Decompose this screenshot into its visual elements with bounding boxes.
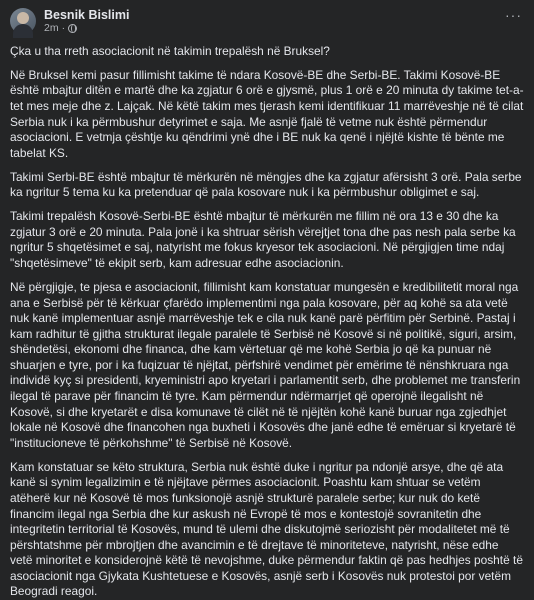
post-body bbox=[10, 44, 524, 600]
post-timestamp[interactable]: 2m bbox=[44, 21, 59, 34]
post-meta bbox=[44, 8, 129, 35]
more-options-button[interactable]: ··· bbox=[505, 7, 522, 23]
post-paragraph: Në përgjigje, te pjesa e asociacionit, fillimisht kam konstatuar mungesën e kredibilitetit moral nga ana e Serbisë për të kërkuar çfarëdo implementimi nga pala kosovare, për aq kohë sa ata vetë nuk kanë implementuar asnjë marrëveshje tek e cila nuk kanë parë përfitim për Serbinë. Pastaj i kam radhitur të gjitha strukturat ilegale paralele të Serbisë në Kosovë si në politikë, siguri, arsim, shëndetësi, ekonomi dhe financa, dhe kam vërtetuar që me kohë Serbia jo që ka punuar në shuarjen e tyre, por i ka fuqizuar të njëjtat, përfshirë vendimet për emërime të nënshkruara nga individë kyç si presidenti, kryeministri apo kryetari i parlamentit serb, dhe problemet me transferin ilegal të parave për financim të tyre. Kam përmendur ndërmarrjet që operojnë ilegalisht në Kosovë, si dhe kryetarët e disa komunave të cilët në të njëjtën kohë kanë buruar nga zgjedhjet lokale në Kosovë dhe financohen nga buxheti i Kosovës dhe janë edhe të emëruar si kryetarë të "institucioneve të përkohshme" të Serbisë në Kosovë. bbox=[10, 279, 521, 450]
post-header bbox=[10, 6, 524, 36]
post-subline bbox=[44, 22, 129, 35]
post-paragraph: Në Bruksel kemi pasur fillimisht takime të ndara Kosovë-BE dhe Serbi-BE. Takimi Kosovë-BE është mbajtur ditën e martë dhe ka zgjatur 6 orë e gjysmë, plus 1 orë e 20 minuta dy takime tet-a-tet mes meje dhe z. Lajçak. Në këtë takim mes tjerash kemi identifikuar 11 marrëveshje në të cilat Serbia nuk i ka përmbushur detyrimet e saja. Me asnjë fjalë të vetme nuk është përmendur asociacioni. E vetmja çështje ku qëndrimi ynë dhe i BE nuk ka qenë i njëjtë kishte të bënte me tabelat KS. bbox=[10, 67, 524, 160]
post-paragraph: Çka u tha rreth asociacionit në takimin trepalësh në Bruksel? bbox=[10, 44, 330, 58]
post-paragraph: Takimi trepalësh Kosovë-Serbi-BE është mbajtur të mërkurën me fillim në ora 13 e 30 dhe ka zgjatur 3 orë e 20 minuta. Pala jonë i ka shtruar sërish vërejtjet tona dhe pas nesh pala serbe ka ngritur 5 shqetësimet e saj, natyrisht me fokus kryesor tek asociacioni. Në përgjigjen time ndaj "shqetësimeve" të ekipit serb, kam adresuar edhe asociacionin. bbox=[10, 209, 516, 271]
post-paragraph: Kam konstatuar se këto struktura, Serbia nuk është duke i ngritur pa ndonjë arsye, dhe që ata kanë si synim legalizimin e të njëjtave përmes asociacionit. Poashtu kam shtuar se vetëm atëherë kur në Kosovë të mos funksionojë asnjë strukturë paralele serbe; kur nuk do ketë financim ilegal nga Serbia dhe kur askush në Evropë të mos e kontestojë sovranitetin dhe integritetin territorial të Kosovës, mund të ulemi dhe diskutojmë seriozisht për modalitetet më të përshtatshme për mbrojtjen dhe avancimin e të drejtave të minoriteteve, natyrisht, nëse edhe vetë minoritet e konsiderojnë këtë të nevojshme, duke përmendur faktin që pas hedhjes poshtë të asociacionit nga Gjykata Kushtetuese e Kosovës, asnjë serb i Kosovës nuk protestoi por vetëm Beogradi reagoi. bbox=[10, 459, 523, 599]
globe-icon bbox=[68, 24, 77, 33]
author-name[interactable]: Besnik Bislimi bbox=[44, 7, 130, 22]
avatar[interactable] bbox=[10, 8, 36, 34]
post-paragraph: Takimi Serbi-BE është mbajtur të mërkurën në mëngjes dhe ka zgjatur afërsisht 3 orë. Pala serbe ka ngritur 5 tema ku ka pretenduar që pala kosovare nuk i ka përmbushur obligimet e saj. bbox=[10, 169, 522, 200]
separator-dot: · bbox=[61, 21, 66, 34]
